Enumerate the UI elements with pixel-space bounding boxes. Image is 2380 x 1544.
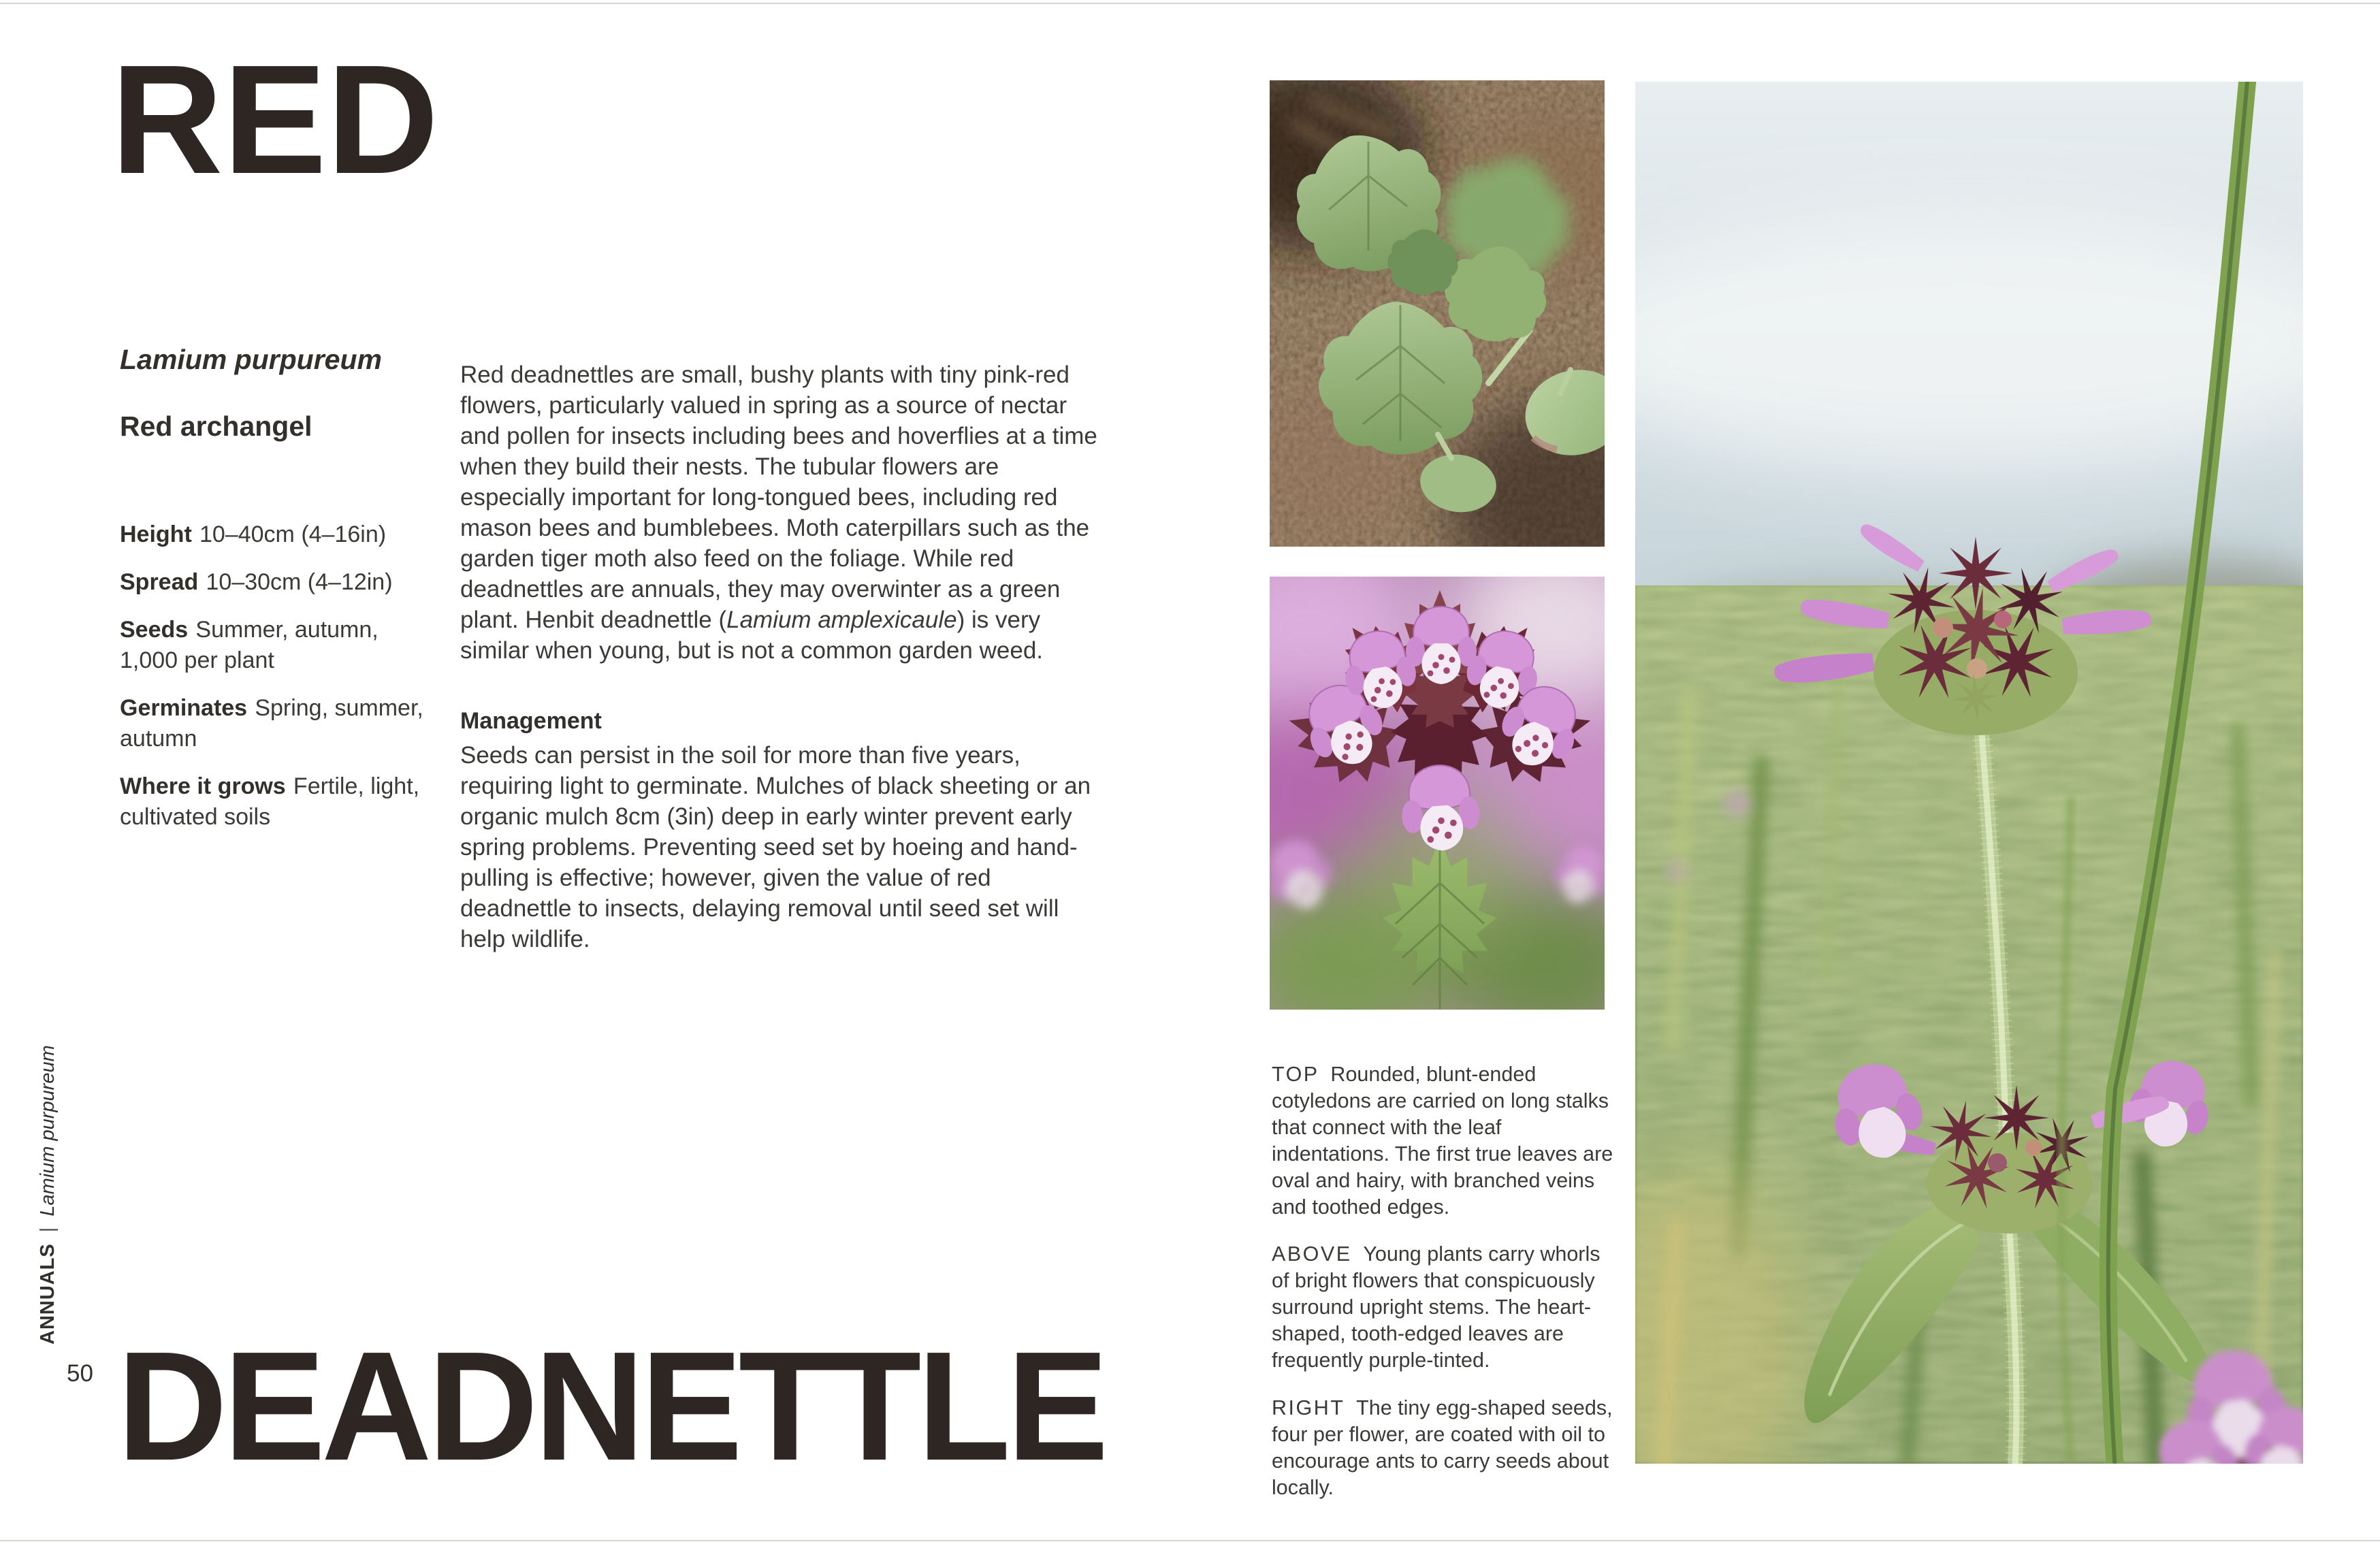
stat-value: 10–40cm (4–16in) [199, 521, 387, 547]
species-common-name: Red archangel [120, 411, 312, 442]
caption-tag: ABOVE [1272, 1242, 1352, 1266]
page-title-top: RED [111, 33, 439, 206]
stat-label: Where it grows [120, 773, 286, 799]
management-heading: Management [460, 708, 602, 734]
caption-tag: RIGHT [1272, 1396, 1345, 1419]
management-paragraph: Seeds can persist in the soil for more than five years, requiring light to germinate. Mulches of black sheeting or an organic mulch 8cm (3in) deep in early winter prevent early spring problems. Preventing seed set by hoeing and hand-pulling is effective; however, given the value of red deadnettle to insects, delaying removal until seed set will help wildlife. [460, 742, 1091, 952]
sidebar-category: ANNUALS [37, 1243, 59, 1345]
caption-tag: TOP [1272, 1062, 1319, 1086]
photo-meadow-plant [1635, 82, 2303, 1464]
stat-label: Height [120, 521, 192, 547]
stat-label: Germinates [120, 695, 248, 721]
stat-where-it-grows [120, 771, 428, 833]
stat-value: Summer, autumn, 1,000 per plant [120, 617, 379, 673]
stat-spread [120, 567, 428, 598]
stat-label: Spread [120, 569, 199, 595]
photo-seedling [1270, 80, 1605, 547]
species-latin-name: Lamium purpureum [120, 344, 382, 375]
sidebar-vertical-label [31, 1045, 64, 1345]
intro-paragraph [460, 359, 1106, 666]
caption-text: Rounded, blunt-ended cotyledons are carried on long stalks that connect with the leaf indentations. The first true leaves are oval and hairy, with branched veins and toothed edges. [1272, 1062, 1613, 1219]
species-stats [120, 519, 428, 850]
stat-seeds [120, 615, 428, 676]
stat-germinates [120, 693, 428, 754]
caption-top [1272, 1061, 1622, 1221]
stat-value: Fertile, light, cultivated soils [120, 773, 420, 830]
stat-value: Spring, summer, autumn [120, 695, 423, 752]
species-header [120, 344, 440, 443]
sidebar-species: Lamium purpureum [37, 1045, 59, 1217]
intro-text: Red deadnettles are small, bushy plants with tiny pink-red flowers, particularly valued in spring as a source of nectar and pollen for insects including bees and hoverflies at a time when they build their nests. The tubular flowers are especially important for long-tongued bees, including red mason bees and bumblebees. Moth caterpillars such as the garden tiger moth also feed on the foliage. While red deadnettles are annuals, they may overwinter as a green plant. Henbit deadnettle ( [460, 361, 1097, 633]
stat-height [120, 519, 428, 550]
sidebar-separator: | [37, 1227, 59, 1233]
caption-text: Young plants carry whorls of bright flowers that conspicuously surround upright stems. The heart-shaped, tooth-edged leaves are frequently purple-tinted. [1272, 1242, 1601, 1372]
caption-above [1272, 1241, 1622, 1374]
intro-text-end: ) is very similar when young, but is not a common garden weed. [460, 607, 1044, 664]
page-bottom-edge [0, 1540, 2380, 1541]
management-section [460, 708, 1106, 954]
stat-value: 10–30cm (4–12in) [206, 569, 393, 595]
page-title-bottom: DEADNETTLE [117, 1320, 1105, 1493]
caption-text: The tiny egg-shaped seeds, four per flower, are coated with oil to encourage ants to carry seeds about locally. [1272, 1396, 1613, 1499]
stat-label: Seeds [120, 617, 189, 643]
page-number: 50 [67, 1360, 93, 1387]
photo-flowering-plant [1270, 577, 1605, 1010]
page-top-edge [0, 3, 2380, 4]
intro-latin-name: Lamium amplexicaule [726, 607, 957, 633]
caption-right [1272, 1395, 1622, 1501]
caption-column [1272, 1040, 1622, 1514]
